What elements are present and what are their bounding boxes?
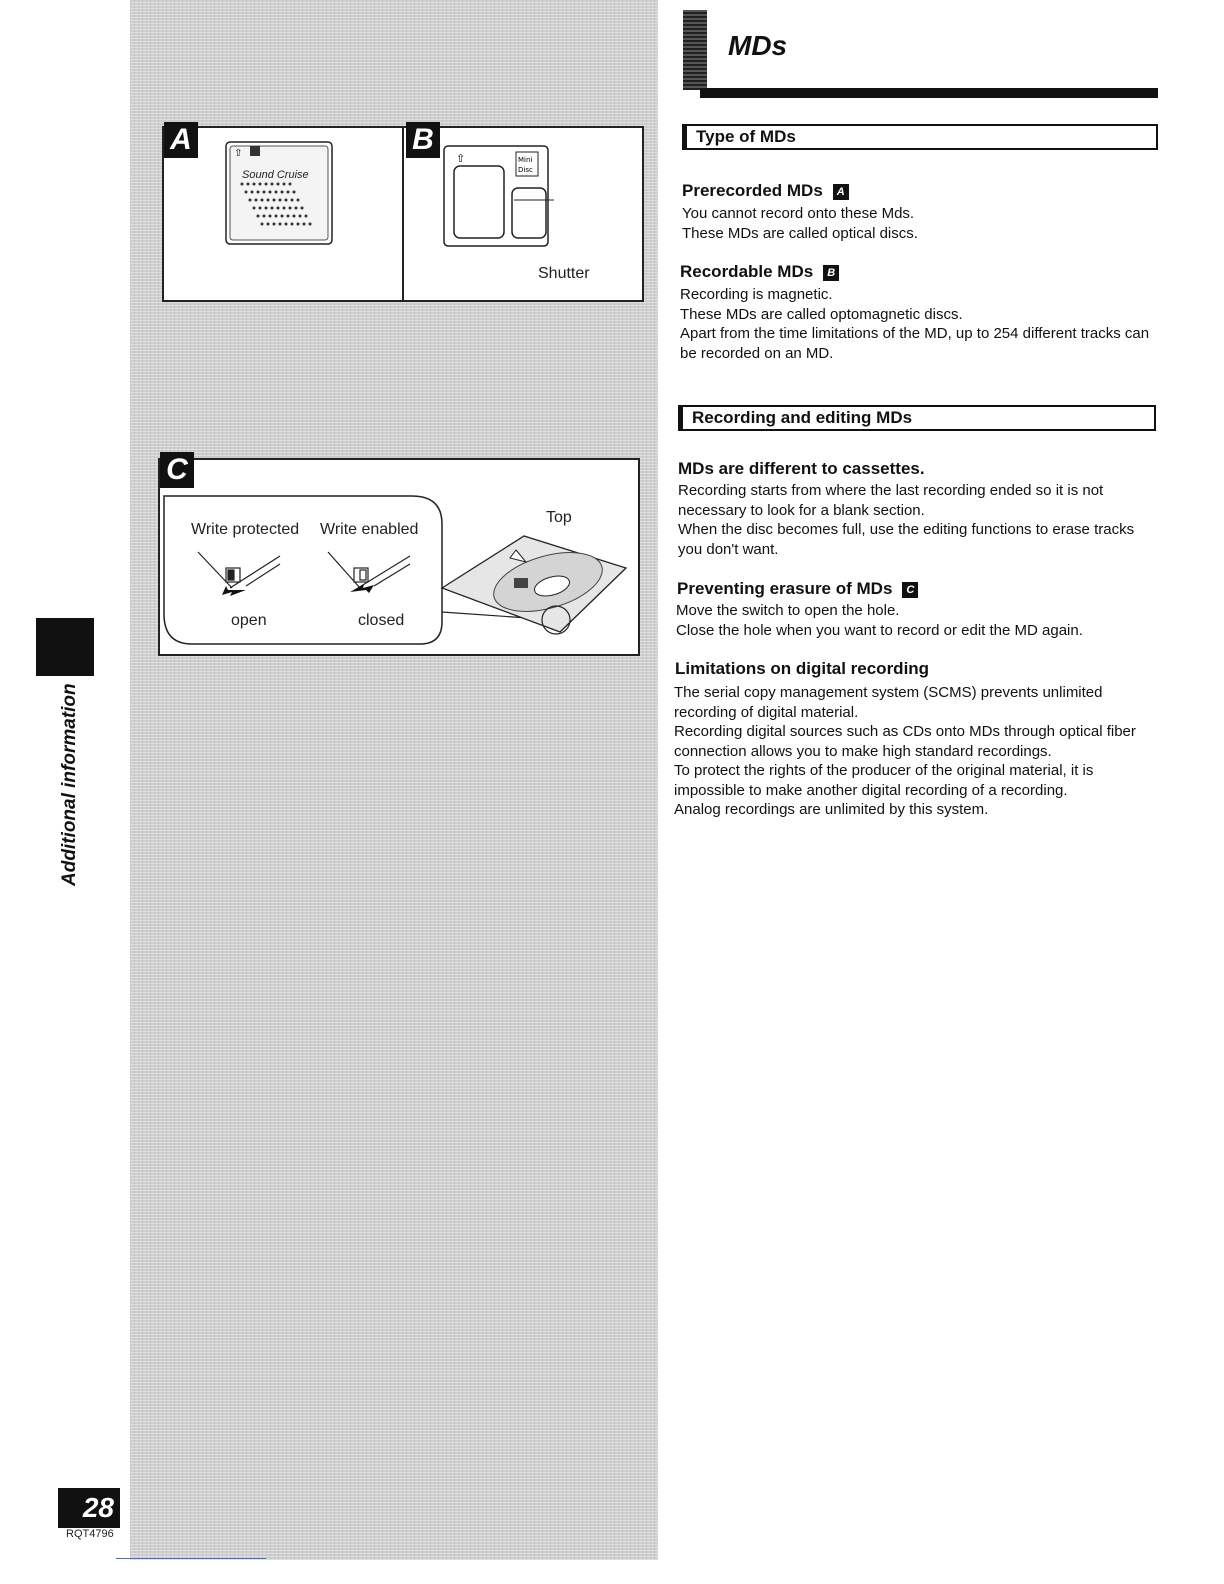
svg-text:Mini: Mini: [518, 156, 533, 164]
text-line: Apart from the time limitations of the MD, up to 254 different tracks can be recorded on an MD.: [680, 325, 1150, 362]
write-enabled-label: Write enabled: [320, 521, 419, 538]
paragraph-recordable: [680, 285, 1150, 363]
subheading-preventing-erasure: [677, 579, 918, 599]
text-line: Analog recordings are unlimited by this system.: [674, 801, 989, 818]
paragraph-prerecorded: [682, 204, 1152, 243]
text-line: The serial copy management system (SCMS) prevents unlimited recording of digital material.: [674, 684, 1103, 721]
figure-a-badge: A: [833, 184, 849, 200]
subheading-prerecorded-mds: [682, 181, 849, 201]
subheading-text: Prerecorded MDs: [682, 181, 823, 200]
title-rule: [700, 88, 1158, 98]
text-line: Recording starts from where the last recording ended so it is not necessary to look for a blank section.: [678, 482, 1104, 519]
text-line: When the disc becomes full, use the editing functions to erase tracks you don't want.: [678, 521, 1135, 558]
subheading-text: Preventing erasure of MDs: [677, 579, 893, 598]
figure-c-label: C: [160, 452, 194, 488]
text-line: Recording digital sources such as CDs onto MDs through optical fiber connection allows you to make high standard recordings.: [674, 723, 1136, 760]
text-line: Close the hole when you want to record or edit the MD again.: [676, 621, 1083, 639]
svg-text:Disc: Disc: [518, 166, 533, 174]
svg-text:⇧: ⇧: [234, 148, 243, 159]
md-top-view-illustration: [440, 528, 630, 640]
title-marker: [683, 10, 707, 90]
section-tab-marker: [36, 618, 94, 676]
text-line: You cannot record onto these Mds.: [682, 205, 915, 222]
paragraph-cassettes: [678, 481, 1140, 559]
write-protected-label: Write protected: [191, 521, 300, 538]
subheading-text: Limitations on digital recording: [675, 659, 930, 678]
section-tab: [20, 683, 110, 890]
subheading-different-to-cassettes: [678, 459, 925, 479]
text-line: Recording is magnetic.: [680, 286, 833, 303]
prerecorded-md-illustration: [220, 138, 338, 250]
figure-c-badge: C: [902, 582, 918, 598]
subheading-recordable-mds: [680, 262, 839, 282]
subheading-digital-limitations: [675, 659, 929, 679]
disc-label-text: Sound Cruise: [242, 169, 309, 181]
top-label: Top: [546, 509, 572, 526]
text-line: To protect the rights of the producer of the original material, it is impossible to make another digital recording of a recording.: [674, 762, 1094, 799]
closed-label: closed: [358, 612, 405, 629]
section-tab-label: Additional information: [59, 683, 80, 886]
open-label: open: [231, 612, 267, 629]
page-number: 28: [58, 1488, 120, 1528]
text-line: Move the switch to open the hole.: [676, 602, 900, 619]
paragraph-erasure: [676, 601, 1146, 640]
subheading-text: Recordable MDs: [680, 262, 814, 281]
footer-rule: [116, 1558, 266, 1559]
figure-b-badge: B: [823, 265, 839, 281]
paragraph-digital: [674, 683, 1140, 820]
figure-a-label: A: [164, 122, 198, 158]
model-code: RQT4796: [66, 1528, 114, 1540]
recordable-md-illustration: [442, 144, 554, 250]
svg-text:⇧: ⇧: [456, 152, 466, 165]
figure-divider: [402, 128, 404, 300]
text-line: These MDs are called optomagnetic discs.: [680, 305, 963, 323]
text-line: These MDs are called optical discs.: [682, 224, 918, 242]
shutter-label: Shutter: [538, 265, 590, 282]
figure-b-label: B: [406, 122, 440, 158]
subheading-text: MDs are different to cassettes.: [678, 459, 925, 478]
section-heading-recording-editing: Recording and editing MDs: [678, 405, 1156, 431]
section-heading-type-of-mds: Type of MDs: [682, 124, 1158, 150]
page-title: MDs: [728, 30, 788, 61]
